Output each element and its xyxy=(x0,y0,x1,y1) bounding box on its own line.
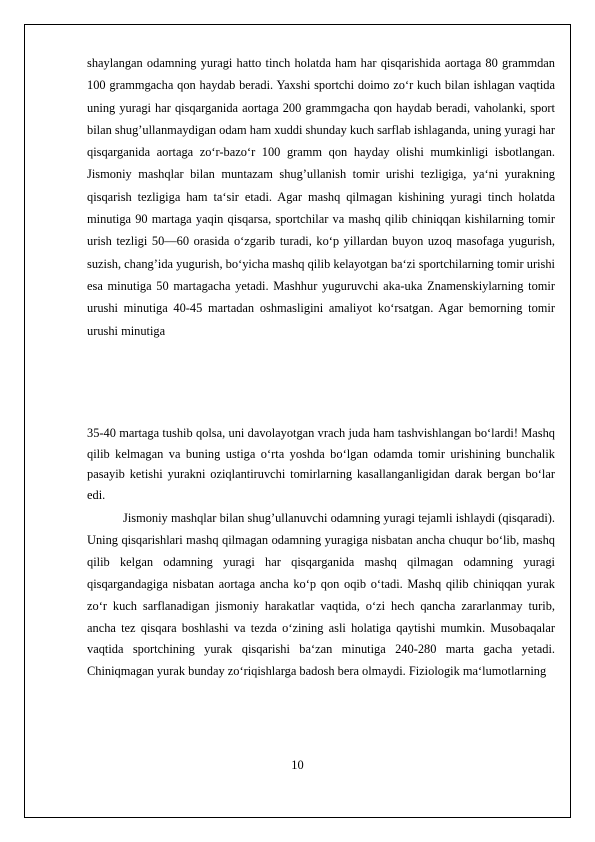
paragraph-efficient-heart: Jismoniy mashqlar bilan shug’ullanuvchi odamning yuragi tejamli ishlaydi (qisqaradi). Uning qisqarishlari mashq qilmagan odamning yuragiga nisbatan ancha chuqur bo‘lib, mashq qilib kelgan odamning yuragi har qisqarganida mashq qilmagan odamning yuragi qisqargandagiga nisbatan aortaga ancha ko‘p qon oqib o‘tadi. Mashq qilib chiniqqan yurak zo‘r kuch sarflanadigan jismoniy harakatlar vaqtida, o‘zi hech qancha zararlanmay turib, ancha tez qisqara boshlashi va tezda o‘zining asli holatiga qaytishi mumkin. Musobaqalar vaqtida sportchining yurak qisqarishi ba‘zan minutiga 240-280 marta gacha yetadi. Chiniqmagan yurak bunday zo‘riqishlarga badosh bera olmaydi. Fiziologik ma‘lumotlarning xyxy=(87,511,555,679)
page-number: 10 xyxy=(291,758,304,772)
paragraph-low-pulse: 35-40 martaga tushib qolsa, uni davolayotgan vrach juda ham tashvishlangan bo‘lardi! Mashq qilib kelmagan va buning ustiga o‘rta yoshda bo‘lgan odamda tomir urishining bunchalik pasayib ketishi yurakni oziqlantiruvchi tomirlarning kasallanganligidan darak bergan bo‘lar edi. xyxy=(87,426,555,502)
paragraph-heart-output: shaylangan odamning yuragi hatto tinch holatda ham har qisqarishida aortaga 80 grammdan 100 grammgacha qon haydab beradi. Yaxshi sportchi doimo zo‘r kuch bilan ishlagan vaqtida uning yuragi har qisqarganida aortaga 200 grammgacha qon haydab beradi, vaholanki, sport bilan shug’ullanmaydigan odam ham xuddi shunday kuch sarflab ishlaganda, uning yuragi har qisqarganida aortaga zo‘r-bazo‘r 100 gramm qon hayday olishi mumkinligi isbotlangan. Jismoniy mashqlar bilan muntazam shug’ullanish tomir urishi tezligiga, ya‘ni yurakning qisqarish tezligiga ham ta‘sir etadi. Agar mashq qilmagan kishining yuragi tinch holatda minutiga 90 martaga yaqin qisqarsa, sportchilar va mashq qilib chiniqqan kishilarning tomir urish tezligi 50—60 orasida o‘zgarib turadi, ko‘p yillardan buyon uzoq masofaga yugurish, suzish, chang’ida yugurish, bo‘yicha mashq qilib kelayotgan ba‘zi sportchilarning tomir urishi esa minutiga 50 martagacha yetadi. Mashhur yuguruvchi aka-uka Znamenskiylarning tomir urushi minutiga 40-45 martadan oshmasligini amaliyot ko‘rsatgan. Agar bemorning tomir urushi minutiga xyxy=(87,56,555,338)
